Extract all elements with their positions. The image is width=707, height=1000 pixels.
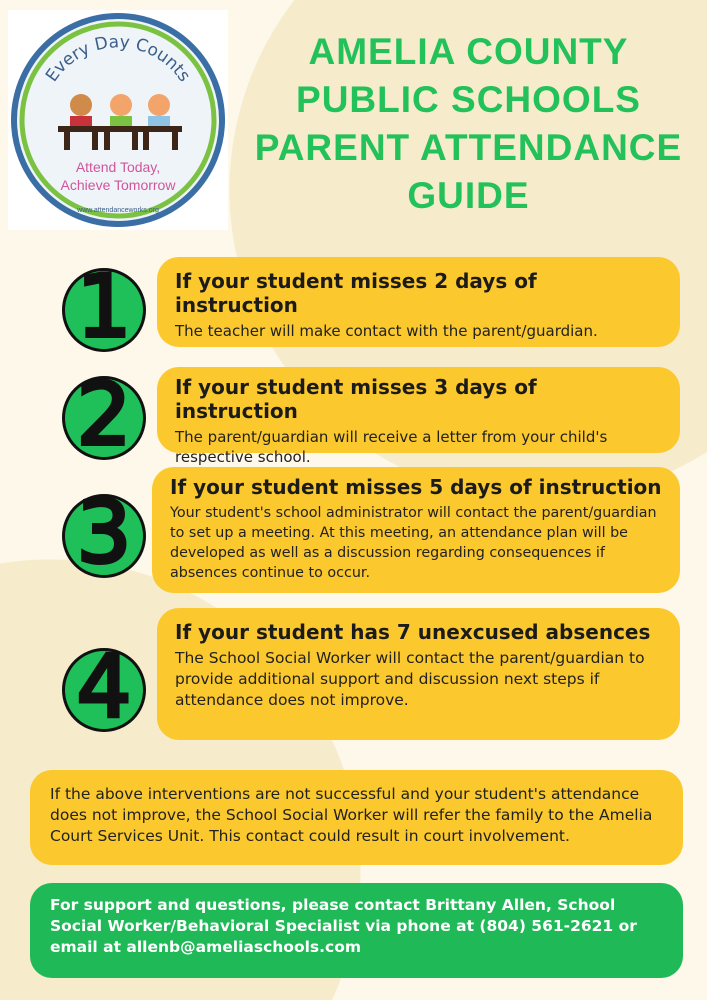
- step-number: 4: [76, 637, 132, 737]
- step-heading: If your student misses 2 days of instruction: [175, 269, 537, 317]
- every-day-counts-logo: [8, 10, 228, 230]
- step-text: The teacher will make contact with the parent/guardian.: [175, 322, 598, 340]
- step-number-badge: [62, 483, 146, 583]
- svg-text:Achieve Tomorrow: Achieve Tomorrow: [60, 177, 176, 193]
- step-number-badge: [62, 637, 146, 737]
- step-number: 2: [76, 365, 132, 465]
- step-text: The School Social Worker will contact the parent/guardian to provide additional support and discussion next steps if attendance does not improve.: [175, 649, 645, 709]
- step-text: Your student's school administrator will contact the parent/guardian to set up a meeting. At this meeting, an attendance plan will be developed as well as a discussion regarding consequences if absences continue to occur.: [170, 505, 657, 581]
- title-line: GUIDE: [407, 175, 530, 216]
- page-title: [230, 28, 707, 220]
- title-line: PUBLIC SCHOOLS: [296, 79, 641, 120]
- svg-text:www.attendanceworks.org: www.attendanceworks.org: [77, 207, 159, 214]
- step-card: [157, 257, 680, 347]
- step-number: 3: [76, 483, 132, 583]
- title-line: PARENT ATTENDANCE: [254, 127, 683, 168]
- step-heading: If your student has 7 unexcused absences: [175, 620, 651, 644]
- title-line: AMELIA COUNTY: [308, 31, 629, 72]
- svg-text:Every Day Counts: Every Day Counts: [41, 32, 195, 86]
- step-card: [157, 608, 680, 740]
- svg-text:Attend Today,: Attend Today,: [75, 159, 161, 175]
- step-number: 1: [76, 257, 132, 357]
- step-card: [152, 467, 680, 593]
- step-heading: If your student misses 3 days of instruction: [175, 375, 537, 423]
- step-card: [157, 367, 680, 466]
- step-number-badge: [62, 365, 146, 465]
- step-text: The parent/guardian will receive a letter from your child's respective school.: [175, 428, 608, 466]
- escalation-note: If the above interventions are not successful and your student's attendance does not improve, the School Social Worker will refer the family to the Amelia Court Services Unit. This contact could result in court involvement.: [30, 770, 683, 865]
- step-number-badge: [62, 257, 146, 357]
- step-heading: If your student misses 5 days of instruction: [170, 475, 662, 499]
- contact-info: For support and questions, please contact Brittany Allen, School Social Worker/Behavioral Specialist via phone at (804) 561-2621 or email at allenb@ameliaschools.com: [30, 883, 683, 978]
